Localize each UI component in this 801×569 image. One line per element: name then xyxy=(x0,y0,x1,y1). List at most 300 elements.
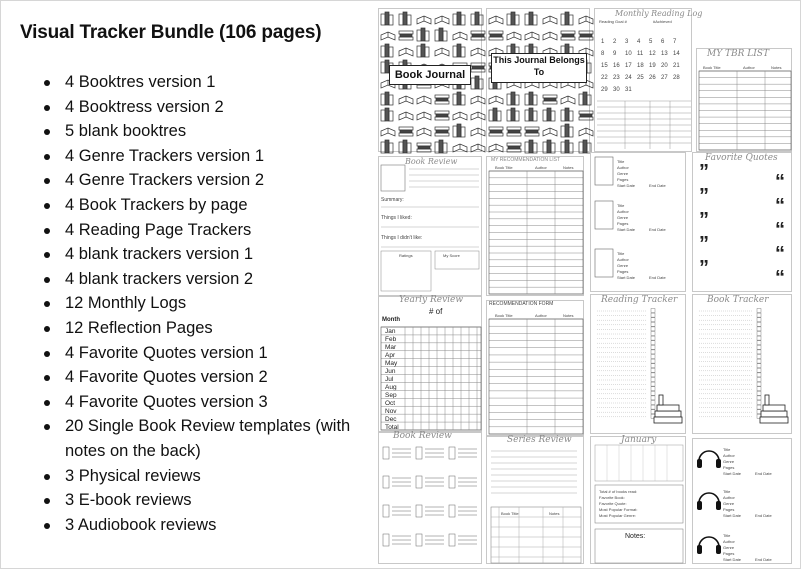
review-card xyxy=(449,534,477,546)
jan-stat: Most Popular Format: xyxy=(599,507,638,512)
recommendation-list-preview xyxy=(486,156,584,296)
recommendation-heading: MY RECOMMENDATION LIST xyxy=(491,157,560,163)
tracker-checkbox xyxy=(651,391,655,395)
book-doodle xyxy=(489,144,503,152)
field-title: Title xyxy=(723,447,731,452)
book-stack-icon xyxy=(654,395,682,423)
list-item: 3 Physical reviews xyxy=(44,464,372,489)
review-grid xyxy=(379,433,483,565)
book-stack-icon xyxy=(760,395,788,423)
field-author: Author xyxy=(617,165,629,170)
field-start-date: Start Date xyxy=(723,471,742,476)
achieved-label: #Achieved xyxy=(653,19,672,24)
tracker-checkbox xyxy=(757,345,761,349)
book-doodle xyxy=(561,31,575,40)
book-doodle xyxy=(453,112,467,120)
favorite-quotes-preview xyxy=(692,152,792,292)
jan-stat: Total # of books read: xyxy=(599,489,638,494)
month-header: Month xyxy=(382,317,400,323)
book-doodle xyxy=(579,92,591,105)
table-grid xyxy=(379,297,483,433)
count-label: # of xyxy=(429,307,443,316)
tracker-checkbox xyxy=(757,373,761,377)
col-notes: Notes xyxy=(549,511,560,516)
field-genre: Genre xyxy=(617,263,629,268)
book-doodle xyxy=(453,32,467,40)
book-doodle xyxy=(525,127,539,136)
tbr-heading: MY TBR LIST xyxy=(707,49,769,59)
list-item: 4 Genre Trackers version 1 xyxy=(44,144,372,169)
month-label: Aug xyxy=(385,384,397,391)
monthly-log-preview xyxy=(594,8,703,152)
quote-mark-close: ” xyxy=(699,209,709,231)
january-boxes xyxy=(591,437,687,565)
book-doodle xyxy=(579,111,593,120)
month-label: Jul xyxy=(385,376,394,383)
field-start-date: Start Date xyxy=(723,513,742,518)
tracker-checkbox xyxy=(757,382,761,386)
cal-day: 9 xyxy=(613,51,617,57)
book-doodle xyxy=(399,140,411,153)
cal-day: 21 xyxy=(673,63,680,69)
tracker-checkbox xyxy=(757,410,761,414)
cal-day: 3 xyxy=(625,39,629,45)
book-doodle xyxy=(525,32,539,40)
tracker-checkbox xyxy=(757,391,761,395)
list-item: 4 Favorite Quotes version 1 xyxy=(44,341,372,366)
book-doodle xyxy=(381,32,395,40)
book-doodle xyxy=(561,108,573,121)
book-doodle xyxy=(381,140,393,153)
field-author: Author xyxy=(617,257,629,262)
bundle-title: Visual Tracker Bundle (106 pages) xyxy=(20,22,322,43)
cal-day: 27 xyxy=(661,75,668,81)
quote-mark-close: ” xyxy=(699,185,709,207)
tracker-checkbox xyxy=(651,322,655,326)
cal-day: 24 xyxy=(625,75,632,81)
tracker-checkbox xyxy=(651,336,655,340)
cal-day: 2 xyxy=(613,39,617,45)
book-doodle xyxy=(453,12,465,25)
field-author: Author xyxy=(723,453,735,458)
headphones-icon xyxy=(693,439,793,565)
series-review-preview xyxy=(486,436,584,564)
page-previews xyxy=(378,8,792,564)
cover-belongs-title xyxy=(491,53,587,83)
field-title: Title xyxy=(617,159,625,164)
tracker-checkbox xyxy=(651,401,655,405)
jan-stat: Favorite Quote: xyxy=(599,501,627,506)
cal-day: 10 xyxy=(625,51,632,57)
book-review-grid-preview xyxy=(378,432,482,564)
field-pages: Pages xyxy=(617,177,629,182)
reading-goal-label: Reading Goal # xyxy=(599,19,627,24)
review-card xyxy=(416,505,444,517)
book-doodle xyxy=(417,143,431,152)
tracker-checkbox xyxy=(651,387,655,391)
things-liked-label: Things I liked: xyxy=(381,215,412,221)
things-disliked-label: Things I didn't like: xyxy=(381,235,423,241)
list-item: 3 Audiobook reviews xyxy=(44,513,372,538)
book-doodle xyxy=(561,96,575,104)
tracker-checkbox xyxy=(757,327,761,331)
book-doodle xyxy=(543,108,555,121)
notes-label: Notes: xyxy=(625,533,646,540)
list-item: 4 blank trackers version 2 xyxy=(44,267,372,292)
tracker-checkbox xyxy=(651,355,655,359)
book-doodle xyxy=(471,112,485,120)
cal-day: 20 xyxy=(661,63,668,69)
book-doodle xyxy=(543,95,557,104)
cal-day: 12 xyxy=(649,51,656,57)
summary-label: Summary: xyxy=(381,197,404,203)
field-end-date: End Date xyxy=(755,471,772,476)
cal-day: 1 xyxy=(601,39,605,45)
cal-day: 22 xyxy=(601,75,608,81)
field-start-date: Start Date xyxy=(723,557,742,562)
field-title: Title xyxy=(617,203,625,208)
quote-mark-open: “ xyxy=(775,243,785,265)
audiobook-review-preview xyxy=(692,438,792,564)
book-doodle xyxy=(471,76,483,89)
cal-day: 14 xyxy=(673,51,680,57)
quote-mark-close: ” xyxy=(699,161,709,183)
list-item: 4 Favorite Quotes version 3 xyxy=(44,390,372,415)
tracker-checkbox xyxy=(651,318,655,322)
field-genre: Genre xyxy=(723,501,735,506)
book-doodle xyxy=(489,16,503,24)
cover-title: Book Journal xyxy=(389,65,471,85)
book-doodle xyxy=(579,16,593,24)
col-notes: Notes xyxy=(563,313,574,318)
cal-day: 15 xyxy=(601,63,608,69)
month-label: Dec xyxy=(385,416,397,423)
list-item: 4 blank trackers version 1 xyxy=(44,242,372,267)
book-doodle xyxy=(399,127,413,136)
field-title: Title xyxy=(723,533,731,538)
review-card xyxy=(383,447,411,459)
jan-stat: Favorite Book: xyxy=(599,495,625,500)
book-doodle xyxy=(525,92,537,105)
month-label: Oct xyxy=(385,400,396,407)
quote-mark-close: ” xyxy=(699,257,709,279)
list-item: 3 E-book reviews xyxy=(44,488,372,513)
col-author: Author xyxy=(535,313,547,318)
review-card xyxy=(449,505,477,517)
book-doodle xyxy=(507,108,519,121)
yearly-review-heading: Yearly Review xyxy=(399,295,464,305)
tracker-checkbox xyxy=(757,405,761,409)
cal-day: 6 xyxy=(661,39,665,45)
table-grid xyxy=(697,49,793,153)
tracker-checkbox xyxy=(757,341,761,345)
cal-day: 18 xyxy=(637,63,644,69)
tracker-checkbox xyxy=(651,405,655,409)
field-start-date: Start Date xyxy=(617,275,636,280)
book-doodle xyxy=(453,92,465,105)
series-review-heading: Series Review xyxy=(507,435,572,445)
cal-day: 29 xyxy=(601,87,608,93)
book-doodle xyxy=(507,32,521,40)
field-genre: Genre xyxy=(723,545,735,550)
book-doodle xyxy=(399,48,413,56)
field-title: Title xyxy=(723,489,731,494)
book-doodle xyxy=(507,92,519,105)
tracker-checkbox xyxy=(651,313,655,317)
book-doodle xyxy=(543,32,557,40)
month-label: May xyxy=(385,360,398,367)
contents-list xyxy=(44,70,372,537)
tracker-checkbox xyxy=(757,359,761,363)
book-doodle xyxy=(453,144,467,152)
book-doodle xyxy=(561,140,573,153)
field-end-date: End Date xyxy=(649,183,666,188)
book-doodle xyxy=(525,12,537,25)
book-doodle xyxy=(381,12,393,25)
list-item: 4 Book Trackers by page xyxy=(44,193,372,218)
book-doodle xyxy=(561,124,573,137)
review-lines xyxy=(379,157,483,297)
quote-mark-open: “ xyxy=(775,267,785,289)
list-item: 4 Booktress version 2 xyxy=(44,95,372,120)
tracker-checkbox xyxy=(757,332,761,336)
field-author: Author xyxy=(617,209,629,214)
col-notes: Notes xyxy=(771,65,782,70)
field-title: Title xyxy=(617,251,625,256)
col-notes: Notes xyxy=(563,165,574,170)
book-doodle xyxy=(435,95,449,104)
review-card xyxy=(449,447,477,459)
list-item: 20 Single Book Review templates (with notes on the back) xyxy=(44,414,372,463)
tracker-checkbox xyxy=(757,364,761,368)
book-doodle xyxy=(435,16,449,24)
book-doodle xyxy=(453,124,465,137)
review-card xyxy=(449,476,477,488)
field-genre: Genre xyxy=(617,215,629,220)
book-doodle xyxy=(471,12,483,25)
field-pages: Pages xyxy=(723,551,735,556)
tracker-checkbox xyxy=(651,359,655,363)
ratings-label: Ratings xyxy=(399,253,413,258)
book-doodle xyxy=(399,12,411,25)
book-doodle xyxy=(525,140,537,153)
book-doodle xyxy=(471,63,485,72)
tracker-rows xyxy=(591,295,687,435)
list-item: 12 Monthly Logs xyxy=(44,291,372,316)
cal-day: 8 xyxy=(601,51,605,57)
tracker-checkbox xyxy=(651,332,655,336)
belongs-to: To xyxy=(533,67,545,77)
tracker-checkbox xyxy=(651,364,655,368)
review-card xyxy=(416,476,444,488)
month-label: Feb xyxy=(385,336,397,343)
book-doodle xyxy=(489,108,501,121)
book-doodle xyxy=(471,144,485,152)
month-label: Mar xyxy=(385,344,397,351)
recommendation-form-heading: RECOMMENDATION FORM xyxy=(489,301,554,307)
tracker-checkbox xyxy=(757,336,761,340)
list-item: 4 Favorite Quotes version 2 xyxy=(44,365,372,390)
book-doodle xyxy=(417,128,431,136)
tracker-checkbox xyxy=(757,387,761,391)
field-genre: Genre xyxy=(617,171,629,176)
field-pages: Pages xyxy=(617,269,629,274)
cover-belongs-preview xyxy=(486,8,590,152)
tracker-checkbox xyxy=(651,410,655,414)
book-doodle xyxy=(435,127,449,136)
field-author: Author xyxy=(723,495,735,500)
yearly-review-preview xyxy=(378,296,482,432)
book-doodle xyxy=(399,31,413,40)
col-book-title: Book Title xyxy=(501,511,519,516)
tracker-checkbox xyxy=(757,401,761,405)
tracker-checkbox xyxy=(651,368,655,372)
list-item: 12 Reflection Pages xyxy=(44,316,372,341)
book-review-heading: Book Review xyxy=(405,157,458,166)
col-book-title: Book Title xyxy=(495,313,513,318)
my-score-label: My Score xyxy=(443,253,460,258)
col-book-title: Book Title xyxy=(495,165,513,170)
book-doodle xyxy=(489,96,503,104)
tracker-checkbox xyxy=(757,396,761,400)
book-doodle xyxy=(525,108,537,121)
review-card xyxy=(383,505,411,517)
tracker-checkbox xyxy=(757,378,761,382)
recommendation-form-preview xyxy=(486,300,584,436)
month-label: Apr xyxy=(385,352,396,359)
cal-day: 5 xyxy=(649,39,653,45)
month-label: Jan xyxy=(385,328,396,335)
list-item: 4 Genre Trackers version 2 xyxy=(44,168,372,193)
cal-day: 11 xyxy=(637,51,644,57)
table-grid xyxy=(487,157,585,297)
tracker-book-boxes xyxy=(591,153,687,293)
book-tracker-heading: Book Tracker xyxy=(707,295,769,305)
cal-day: 28 xyxy=(673,75,680,81)
field-genre: Genre xyxy=(723,459,735,464)
quote-mark-open: “ xyxy=(775,195,785,217)
tracker-checkbox xyxy=(757,355,761,359)
reading-tracker-preview xyxy=(590,294,686,434)
list-item: 5 blank booktres xyxy=(44,119,372,144)
book-doodle xyxy=(381,108,393,121)
quote-mark-open: “ xyxy=(775,219,785,241)
list-item: 4 Booktres version 1 xyxy=(44,70,372,95)
tracker-checkbox xyxy=(651,341,655,345)
tracker-checkbox xyxy=(651,345,655,349)
col-author: Author xyxy=(535,165,547,170)
tracker-checkbox xyxy=(651,396,655,400)
book-doodle xyxy=(435,48,449,56)
tracker-checkbox xyxy=(651,327,655,331)
review-card xyxy=(383,534,411,546)
belongs-text: This Journal Belongs xyxy=(493,55,585,65)
book-doodle xyxy=(489,31,503,40)
col-book-title: Book Title xyxy=(703,65,721,70)
cal-day: 17 xyxy=(625,63,632,69)
book-doodle xyxy=(543,16,557,24)
month-label: Jun xyxy=(385,368,396,375)
cal-day: 23 xyxy=(613,75,620,81)
field-author: Author xyxy=(723,539,735,544)
book-doodle xyxy=(381,44,393,57)
month-label: Sep xyxy=(385,392,397,399)
list-item: 4 Reading Page Trackers xyxy=(44,218,372,243)
book-doodle xyxy=(399,96,413,104)
field-pages: Pages xyxy=(723,465,735,470)
tracker-checkbox xyxy=(651,350,655,354)
january-reflection-preview xyxy=(590,436,686,564)
book-doodle xyxy=(507,12,519,25)
book-doodle xyxy=(435,111,449,120)
field-start-date: Start Date xyxy=(617,183,636,188)
reading-tracker-heading: Reading Tracker xyxy=(601,295,678,305)
field-pages: Pages xyxy=(723,507,735,512)
book-doodle xyxy=(471,96,485,104)
field-pages: Pages xyxy=(617,221,629,226)
tracker-checkbox xyxy=(757,368,761,372)
tracker-checkbox xyxy=(757,318,761,322)
tracker-checkbox xyxy=(651,378,655,382)
cal-day: 4 xyxy=(637,39,641,45)
jan-stat: Most Popular Genre: xyxy=(599,513,636,518)
book-doodle xyxy=(417,28,429,41)
field-end-date: End Date xyxy=(649,275,666,280)
book-review-preview xyxy=(378,156,482,296)
tracker-checkbox xyxy=(757,309,761,313)
book-doodle xyxy=(417,16,431,24)
tracker-checkbox xyxy=(757,350,761,354)
cal-day: 25 xyxy=(637,75,644,81)
book-doodle xyxy=(471,128,485,136)
book-doodle xyxy=(417,112,431,120)
tracker-checkbox xyxy=(757,313,761,317)
favorite-quotes-heading: Favorite Quotes xyxy=(705,153,778,163)
cal-day: 26 xyxy=(649,75,656,81)
tracker-checkbox xyxy=(651,382,655,386)
tracker-rows xyxy=(693,295,793,435)
series-review-lines xyxy=(487,437,585,565)
table-grid xyxy=(487,301,585,437)
book-doodle xyxy=(507,127,521,136)
book-doodle xyxy=(489,127,503,136)
month-label: Nov xyxy=(385,408,397,415)
monthly-log-heading: Monthly Reading Log xyxy=(615,9,703,18)
book-doodle xyxy=(435,140,447,153)
review-card xyxy=(416,534,444,546)
book-doodle xyxy=(399,112,413,120)
cal-day: 16 xyxy=(613,63,620,69)
book-doodle xyxy=(417,96,431,104)
cover-book-journal-preview xyxy=(378,8,482,152)
col-author: Author xyxy=(743,65,755,70)
book-doodle xyxy=(543,140,555,153)
book-doodle xyxy=(471,31,485,40)
book-doodle xyxy=(381,128,395,136)
book-doodle xyxy=(561,12,573,25)
tracker-checkbox xyxy=(757,322,761,326)
month-label: Total xyxy=(385,424,399,431)
book-doodle xyxy=(579,128,593,136)
january-heading: January xyxy=(621,435,657,445)
book-tracker-preview xyxy=(692,294,792,434)
quote-mark-open: “ xyxy=(775,171,785,193)
review-card xyxy=(416,447,444,459)
tracker-checkbox xyxy=(651,309,655,313)
cal-day: 31 xyxy=(625,87,632,93)
log-table-lines xyxy=(595,9,693,153)
field-end-date: End Date xyxy=(755,513,772,518)
